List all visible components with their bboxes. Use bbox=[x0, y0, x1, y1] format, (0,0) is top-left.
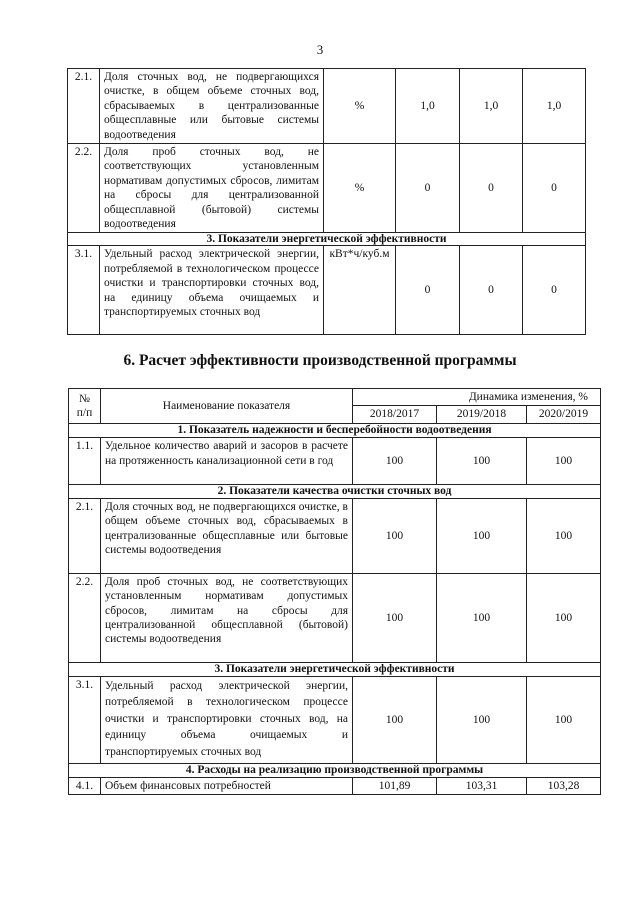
value-cell: 103,31 bbox=[437, 777, 527, 794]
section-title: 3. Показатели энергетической эффективности bbox=[68, 233, 586, 246]
section-row bbox=[69, 484, 601, 498]
table-row bbox=[69, 573, 601, 662]
indicator-name: Удельный расход электрической энергии, потребляемой в технологическом процессе очистки и транспортировки сточных вод, на единицу объема очищаемых и транспортируемых сточных вод bbox=[101, 676, 353, 763]
efficiency-table bbox=[68, 388, 601, 795]
value-cell: 1,0 bbox=[523, 69, 586, 144]
value-cell: 100 bbox=[437, 437, 527, 484]
indicator-name: Удельное количество аварий и засоров в расчете на протяженность канализационной сети в год bbox=[101, 437, 353, 484]
name-header: Наименование показателя bbox=[101, 389, 353, 424]
section-title: 3. Показатели энергетической эффективности bbox=[69, 662, 601, 676]
table-row bbox=[69, 676, 601, 763]
value-cell: 101,89 bbox=[353, 777, 437, 794]
row-number: 1.1. bbox=[69, 437, 101, 484]
value-cell: 100 bbox=[353, 676, 437, 763]
value-cell: 1,0 bbox=[460, 69, 523, 144]
value-cell: 0 bbox=[460, 246, 523, 335]
number-header bbox=[69, 389, 101, 424]
unit-cell: % bbox=[324, 69, 396, 144]
table-row bbox=[68, 69, 586, 144]
indicator-name: Объем финансовых потребностей bbox=[101, 777, 353, 794]
section-title: 4. Расходы на реализацию производственной программы bbox=[69, 763, 601, 777]
value-cell: 100 bbox=[527, 573, 601, 662]
section-row bbox=[69, 763, 601, 777]
section-heading: 6. Расчет эффективности производственной программы bbox=[123, 352, 517, 369]
value-cell: 0 bbox=[523, 144, 586, 233]
section-title: 1. Показатель надежности и бесперебойности водоотведения bbox=[69, 423, 601, 437]
value-cell: 100 bbox=[353, 498, 437, 573]
section-row bbox=[69, 423, 601, 437]
year-header: 2020/2019 bbox=[527, 406, 601, 423]
value-cell: 0 bbox=[523, 246, 586, 335]
unit-cell: % bbox=[324, 144, 396, 233]
section-row bbox=[69, 662, 601, 676]
header-row bbox=[69, 389, 601, 406]
indicator-name: Доля проб сточных вод, не соответствующих установленным нормативам допустимых сбросов, лимитам на сбросы для централизованной общесплавной (бытовой) системы водоотведения bbox=[100, 144, 324, 233]
section-title: 2. Показатели качества очистки сточных вод bbox=[69, 484, 601, 498]
indicator-name: Доля сточных вод, не подвергающихся очистке, в общем объеме сточных вод, сбрасываемых в централизованные общесплавные или бытовые системы водоотведения bbox=[100, 69, 324, 144]
value-cell: 100 bbox=[353, 573, 437, 662]
value-cell: 0 bbox=[396, 144, 460, 233]
value-cell: 100 bbox=[437, 676, 527, 763]
row-number: 2.2. bbox=[69, 573, 101, 662]
value-cell: 0 bbox=[460, 144, 523, 233]
value-cell: 100 bbox=[527, 676, 601, 763]
page-number: 3 bbox=[316, 42, 324, 57]
row-number: 2.2. bbox=[68, 144, 100, 233]
row-number: 2.1. bbox=[68, 69, 100, 144]
indicator-name: Доля сточных вод, не подвергающихся очистке, в общем объеме сточных вод, сбрасываемых в централизованные общесплавные или бытовые системы водоотведения bbox=[101, 498, 353, 573]
value-cell: 103,28 bbox=[527, 777, 601, 794]
value-cell: 100 bbox=[527, 498, 601, 573]
table-row bbox=[68, 246, 586, 335]
indicators-table-top bbox=[67, 68, 586, 335]
value-cell: 100 bbox=[437, 573, 527, 662]
unit-cell: кВт*ч/куб.м bbox=[324, 246, 396, 335]
table-row bbox=[69, 777, 601, 794]
value-cell: 0 bbox=[396, 246, 460, 335]
year-header: 2018/2017 bbox=[353, 406, 437, 423]
indicator-name: Доля проб сточных вод, не соответствующих установленным нормативам допустимых сбросов, лимитам на сбросы для централизованной общесплавной (бытовой) системы водоотведения bbox=[101, 573, 353, 662]
table-row bbox=[69, 437, 601, 484]
value-cell: 100 bbox=[437, 498, 527, 573]
value-cell: 100 bbox=[527, 437, 601, 484]
row-number: 3.1. bbox=[68, 246, 100, 335]
value-cell: 100 bbox=[353, 437, 437, 484]
value-cell: 1,0 bbox=[396, 69, 460, 144]
table-row bbox=[69, 498, 601, 573]
dynamics-header: Динамика изменения, % bbox=[353, 389, 601, 406]
row-number: 2.1. bbox=[69, 498, 101, 573]
row-number: 3.1. bbox=[69, 676, 101, 763]
table-row bbox=[68, 144, 586, 233]
section-row bbox=[68, 233, 586, 246]
number-header-bottom: п/п bbox=[76, 406, 93, 419]
indicator-name: Удельный расход электрической энергии, потребляемой в технологическом процессе очистки и транспортировки сточных вод, на единицу объема очищаемых и транспортируемых сточных вод bbox=[100, 246, 324, 335]
row-number: 4.1. bbox=[69, 777, 101, 794]
number-header-top: № bbox=[79, 392, 90, 405]
year-header: 2019/2018 bbox=[437, 406, 527, 423]
